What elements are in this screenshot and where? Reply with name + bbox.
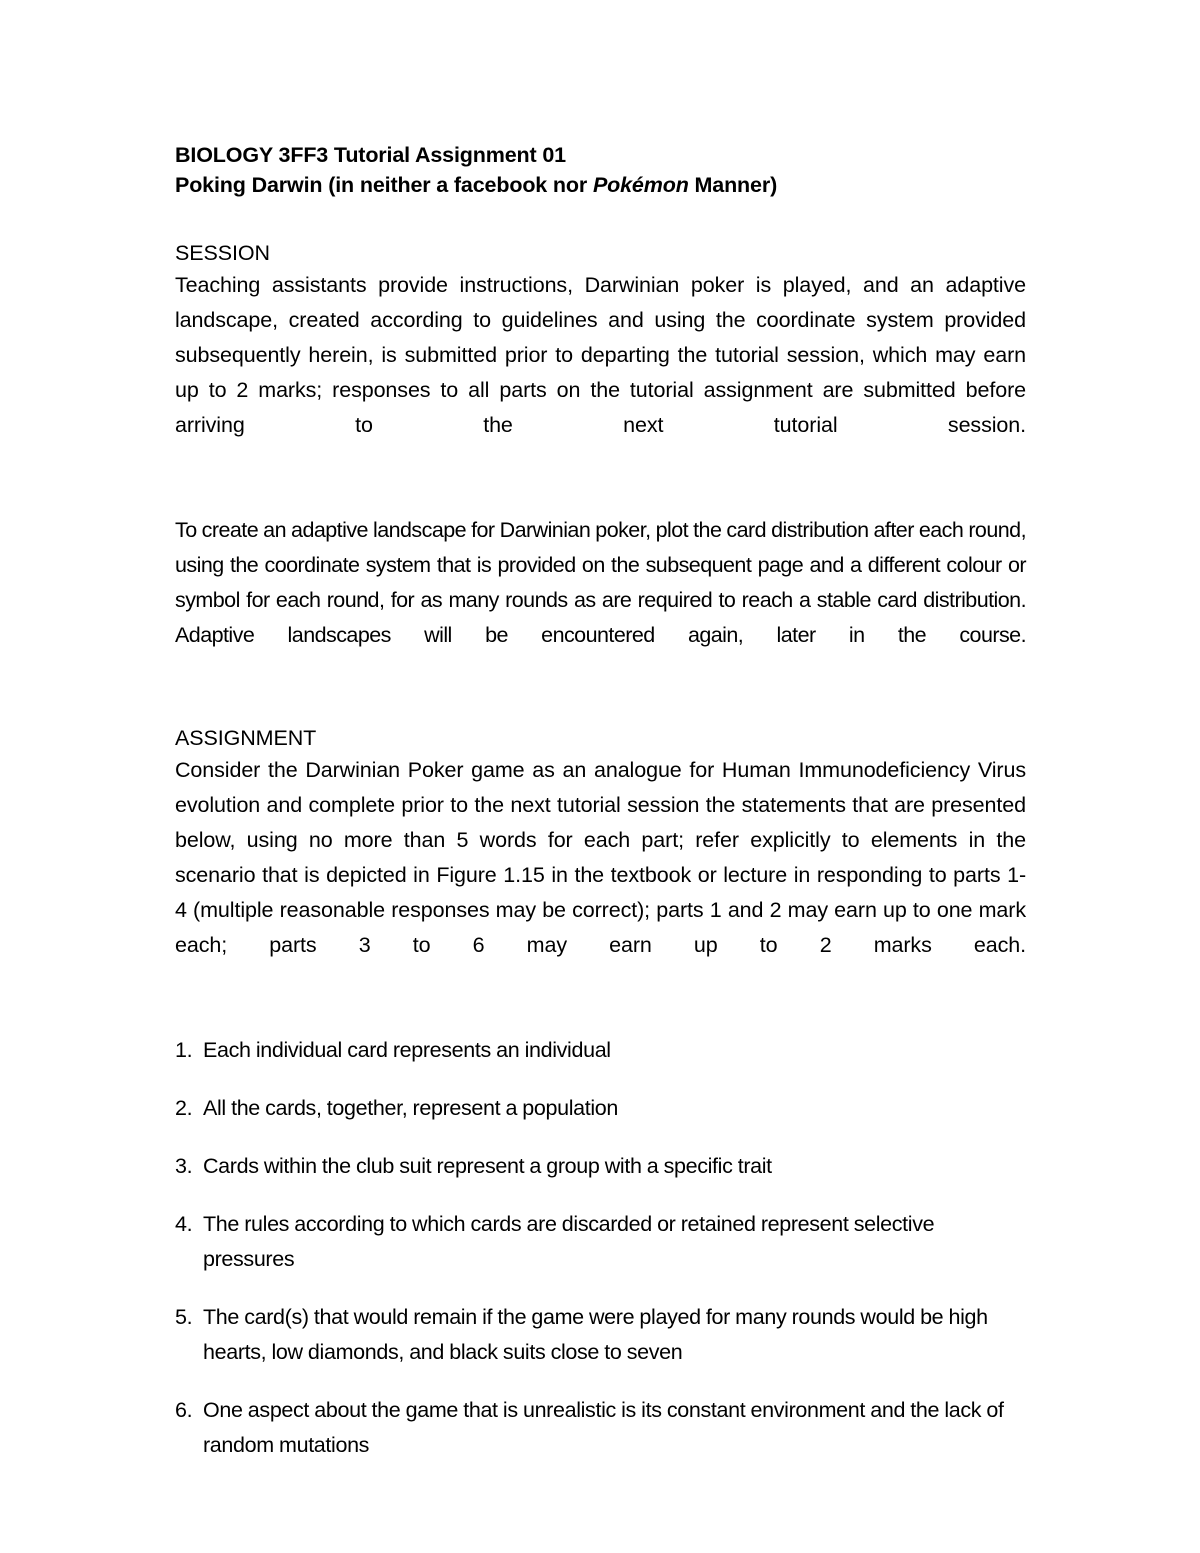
list-item-number: 1. (175, 1038, 193, 1062)
list-item-text: Each individual card represents an individual (203, 1038, 611, 1062)
list-item-number: 3. (175, 1154, 193, 1178)
list-item (175, 1091, 1026, 1126)
assignment-paragraph-1: Consider the Darwinian Poker game as an analogue for Human Immunodeficiency Virus evolution and complete prior to the next tutorial session the statements that are presented below, using no more than 5 words for each part; refer explicitly to elements in the scenario that is depicted in Figure 1.15 in the textbook or lecture in responding to parts 1-4 (multiple reasonable responses may be correct); parts 1 and 2 may earn up to one mark each; parts 3 to 6 may earn up to 2 marks each. (175, 758, 1026, 957)
document-subtitle (175, 170, 1026, 200)
document-title-block (175, 140, 1026, 200)
spacer-before-list (175, 998, 1026, 1033)
list-item-text: All the cards, together, represent a population (203, 1096, 619, 1120)
list-item-text: The rules according to which cards are discarded or retained represent selective pressures (203, 1212, 935, 1271)
document-content (175, 140, 1026, 1463)
session-paragraph-2: To create an adaptive landscape for Darwinian poker, plot the card distribution after each round, using the coordinate system that is provided on the subsequent page and a different colour or symbol for each round, for as many rounds as are required to reach a stable card distribution. Adaptive landscapes will be encountered again, later in the course. (175, 518, 1026, 647)
list-item-text: One aspect about the game that is unrealistic is its constant environment and the lack of random mutations (203, 1398, 1004, 1457)
list-item (175, 1033, 1026, 1068)
spacer-before-assignment (175, 688, 1026, 723)
section-heading-session: SESSION (175, 241, 270, 265)
list-item (175, 1149, 1026, 1184)
list-item-number: 6. (175, 1398, 193, 1422)
list-item-text: Cards within the club suit represent a group with a specific trait (203, 1154, 772, 1178)
list-item-number: 4. (175, 1212, 193, 1236)
list-item-number: 5. (175, 1305, 193, 1329)
spacer-after-title (175, 200, 1026, 238)
document-subtitle-italic-term: Pokémon (592, 173, 689, 197)
assignment-answer-list (175, 1033, 1026, 1463)
section-heading-assignment: ASSIGNMENT (175, 726, 317, 750)
document-subtitle-part-1: Poking Darwin (in neither a facebook nor (175, 173, 593, 197)
document-title: BIOLOGY 3FF3 Tutorial Assignment 01 (175, 143, 566, 167)
list-item (175, 1300, 1026, 1370)
list-item-text: The card(s) that would remain if the game were played for many rounds would be high hearts, low diamonds, and black suits close to seven (203, 1305, 988, 1364)
list-item (175, 1393, 1026, 1463)
list-item-number: 2. (175, 1096, 193, 1120)
document-subtitle-part-2: Manner) (688, 173, 778, 197)
session-paragraph-1: Teaching assistants provide instructions, Darwinian poker is played, and an adaptive landscape, created according to guidelines and using the coordinate system provided subsequently herein, is submitted prior to departing the tutorial session, which may earn up to 2 marks; responses to all parts on the tutorial assignment are submitted before arriving to the next tutorial session. (175, 273, 1026, 437)
list-item (175, 1207, 1026, 1277)
spacer-session-paragraphs (175, 478, 1026, 513)
